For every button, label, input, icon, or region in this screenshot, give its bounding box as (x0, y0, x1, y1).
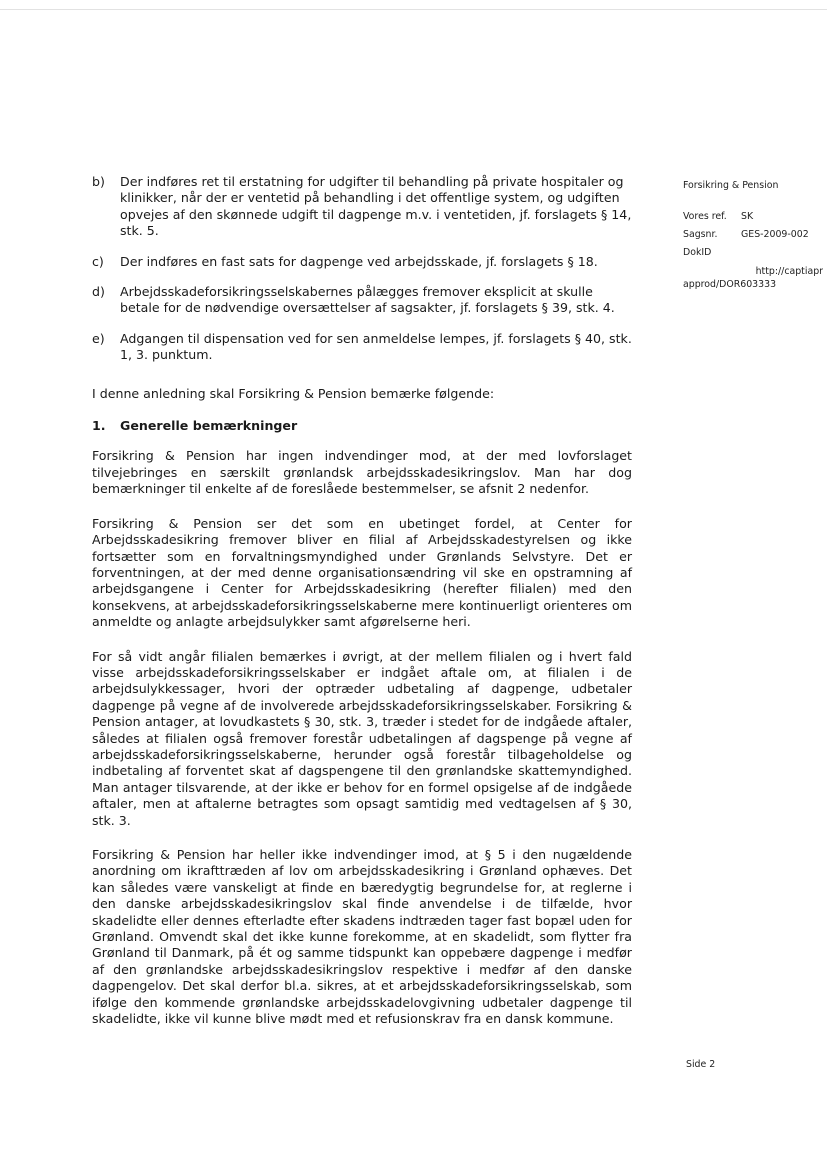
meta-value: GES-2009-002 (741, 229, 809, 240)
list-item-text: Der indføres ret til erstatning for udgifter til behandling på private hospitaler og klinikker, når der er ventetid på behandling i det offentlige system, og udgiften opvejes af den skønnede udgift til dagpenge m.v. i ventetiden, jf. forslagets § 14, stk. 5. (120, 174, 632, 239)
paragraph: For så vidt angår filialen bemærkes i øvrigt, at der mellem filialen og i hvert fald visse arbejdsskadeforsikringsselskaber er indgået aftale om, at filialen i de arbejdsulykkessager, hvori der optræder udbetaling af dagpenge, udbetaler dagpenge på vegne af de involverede arbejdsskadeforsikringsselskaber. Forsikring & Pension antager, at lovudkastets § 30, stk. 3, træder i stedet for de indgåede aftaler, således at filialen også fremover forestår udbetalingen af dagspenge på vegne af arbejdsskadeforsikringsselskaberne, herunder også forestår tilbageholdelse og indbetaling af forventet skat af dagspengene til den grønlandske skattemyndighed. Man antager tilsvarende, at der ikke er behov for en formel opsigelse af de indgåede aftaler, men at aftalerne betragtes som opsagt samtidig med vedtagelsen af § 30, stk. 3. (92, 648, 632, 828)
section-title: Generelle bemærkninger (120, 418, 298, 434)
proposal-list (92, 174, 632, 364)
paragraph: Forsikring & Pension har ingen indvendinger mod, at der med lovforslaget tilvejebringes en særskilt grønlandsk arbejdsskadesikringslov. Man har dog bemærkninger til enkelte af de foreslåede bestemmelser, se afsnit 2 nedenfor. (92, 448, 632, 497)
list-item (92, 174, 632, 240)
meta-key: DokID (683, 247, 712, 258)
list-item (92, 254, 632, 270)
list-item-label: e) (92, 330, 105, 346)
meta-key: Vores ref. (683, 211, 727, 222)
letter-body (92, 174, 632, 1041)
paragraph: Forsikring & Pension ser det som en ubetinget fordel, at Center for Arbejdsskadesikring fremover bliver en filial af Arbejdsskadestyrelsen og ikke fortsætter som en forvaltningsmyndighed under Grønlands Selvstyre. Det er forventningen, at der med denne organisationsændring vil ske en opstramning af arbejdsgangene i Center for Arbejdsskadesikring (herefter filialen) med den konsekvens, at arbejdsskadeforsikringsselskaberne mere kontinuerligt orienteres om anmeldte og anlagte arbejdsulykker samt afgørelserne heri. (92, 515, 632, 630)
intro-sentence: I denne anledning skal Forsikring & Pension bemærke følgende: (92, 385, 495, 401)
list-item (92, 331, 632, 364)
doc-url-line-2: approd/DOR603333 (683, 279, 777, 290)
section-heading (92, 418, 632, 434)
meta-row (683, 228, 823, 241)
meta-row (683, 210, 823, 223)
list-item-text: Arbejdsskadeforsikringsselskabernes pålægges fremover eksplicit at skulle betale for de nødvendige oversættelser af sagsakter, jf. forslagets § 39, stk. 4. (120, 284, 615, 316)
paragraph: Forsikring & Pension har heller ikke indvendinger imod, at § 5 i den nugældende anordning om ikrafttræden af lov om arbejdsskadesikring i Grønland ophæves. Det kan således være vanskeligt at finde en bæredygtig begrundelse for, at reglerne i den danske arbejdsskadesikringslov skal finde anvendelse i de tilfælde, hvor skadelidte eller dennes efterladte efter skadens indtræden tager fast bopæl uden for Grønland. Omvendt skal det ikke kunne forekomme, at en skadelidt, som flytter fra Grønland til Danmark, på ét og samme tidspunkt kan oppebære dagpenge i medfør af den grønlandske arbejdsskadesikringslov respektive i medfør af den danske dagpengelov. Det skal derfor bl.a. sikres, at et arbejdsskadeforsikringsselskab, som ifølge den kommende grønlandske arbejdsskadelovgivning udbetaler dagpenge til skadelidte, ikke vil kunne blive mødt med et refusionskrav fra en dansk kommune. (92, 847, 632, 1027)
list-item-text: Adgangen til dispensation ved for sen anmeldelse lempes, jf. forslagets § 40, stk. 1, 3. punktum. (120, 330, 632, 363)
sender-org: Forsikring & Pension (683, 180, 779, 191)
doc-url-line-1: http://captiapr (755, 266, 823, 277)
page-number: Side 2 (686, 1059, 716, 1070)
meta-row (683, 246, 823, 259)
top-rule (0, 9, 827, 10)
meta-value: SK (741, 211, 754, 222)
section-number: 1. (92, 418, 106, 434)
meta-key: Sagsnr. (683, 229, 718, 240)
sidebar-meta (683, 179, 823, 291)
list-item-label: c) (92, 253, 104, 269)
list-item-label: d) (92, 284, 105, 300)
list-item-text: Der indføres en fast sats for dagpenge ved arbejdsskade, jf. forslagets § 18. (120, 253, 598, 269)
list-item-label: b) (92, 174, 105, 189)
list-item (92, 284, 632, 317)
